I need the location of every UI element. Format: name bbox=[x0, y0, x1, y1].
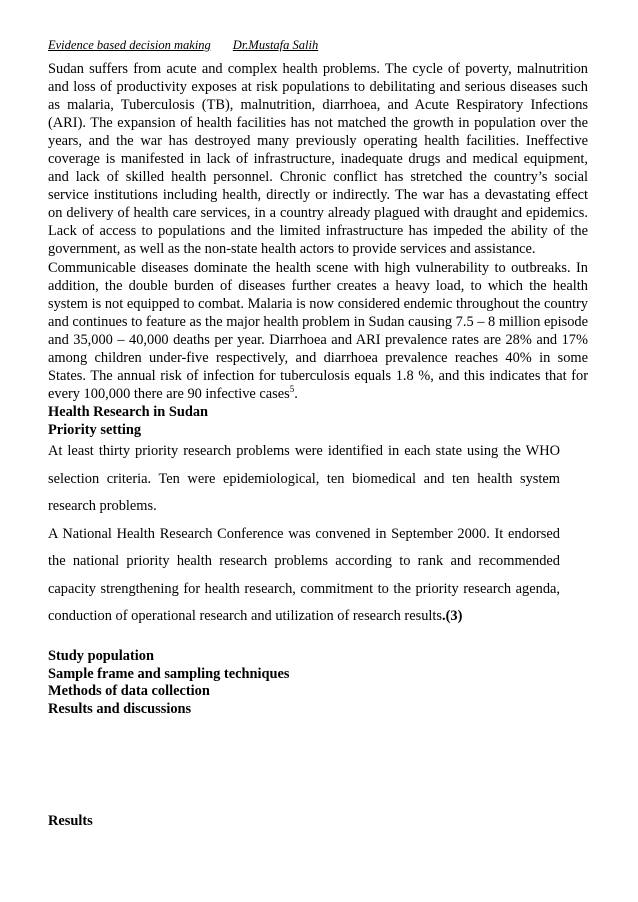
section-heading: Health Research in Sudan bbox=[48, 403, 209, 420]
header-author: Dr.Mustafa Salih bbox=[232, 38, 319, 52]
header-title: Evidence based decision making bbox=[48, 38, 211, 52]
heading-methods: Methods of data collection bbox=[48, 683, 210, 700]
priority-setting-text bbox=[48, 438, 560, 631]
paragraph: At least thirty priority research problems were identified in each state using the WHO selection criteria. Ten were epidemiological, ten biomedical and ten health system research problems. bbox=[48, 443, 560, 514]
paragraph bbox=[48, 521, 560, 631]
reference: .(3) bbox=[442, 608, 463, 624]
body-text bbox=[48, 60, 588, 439]
paragraph-text: A National Health Research Conference was convened in September 2000. It endorsed the national priority health research problems according to rank and recommended capacity strengthening for health research, commitment to the priority research agenda, conduction of operational research and utilization of research results bbox=[48, 525, 560, 624]
heading-sample-frame: Sample frame and sampling techniques bbox=[48, 665, 290, 682]
running-header bbox=[48, 38, 318, 53]
paragraph bbox=[48, 259, 588, 403]
paragraph-text: Communicable diseases dominate the health scene with high vulnerability to outbreaks. In addition, the double burden of diseases further creates a heavy load, to which the health system is not equipped to combat. Malaria is now considered endemic throughout the country and continues to feature as the major health problem in Sudan causing 7.5 – 8 million episode and 35,000 – 40,000 deaths per year. Diarrhoea and ARI prevalence rates are 28% and 17% among children under-five respectively, and diarrhoea prevalence reaches 40% in some States. The annual risk of infection for tuberculosis equals 1.8 %, and this indicates that for every 100,000 there are 90 infective cases bbox=[48, 259, 588, 402]
paragraph: Sudan suffers from acute and complex health problems. The cycle of poverty, malnutrition and loss of productivity exposes at risk populations to debilitating and serious diseases such as malaria, Tuberculosis (TB), malnutrition, diarrhoea, and Acute Respiratory Infections (ARI). The expansion of health facilities has not matched the growth in population over the years, and the war has destroyed many previously operating health facilities. Ineffective coverage is manifested in lack of infrastructure, inadequate drugs and medical equipment, and lack of skilled health personnel. Chronic conflict has stretched the country’s social service institutions including health, directly or indirectly. The war has a devastating effect on delivery of health care services, in a country already plagued with draught and epidemics. Lack of access to populations and the limited infrastructure has impeded the ability of the government, as well as the non-state health actors to provide services and assistance. bbox=[48, 61, 588, 258]
paragraph-end: . bbox=[294, 385, 298, 402]
subsection-heading: Priority setting bbox=[48, 421, 142, 438]
heading-results-discussions: Results and discussions bbox=[48, 700, 192, 717]
heading-results: Results bbox=[48, 813, 93, 829]
heading-list bbox=[48, 648, 289, 718]
heading-study-population: Study population bbox=[48, 648, 154, 664]
citation-superscript: 5 bbox=[289, 384, 295, 395]
